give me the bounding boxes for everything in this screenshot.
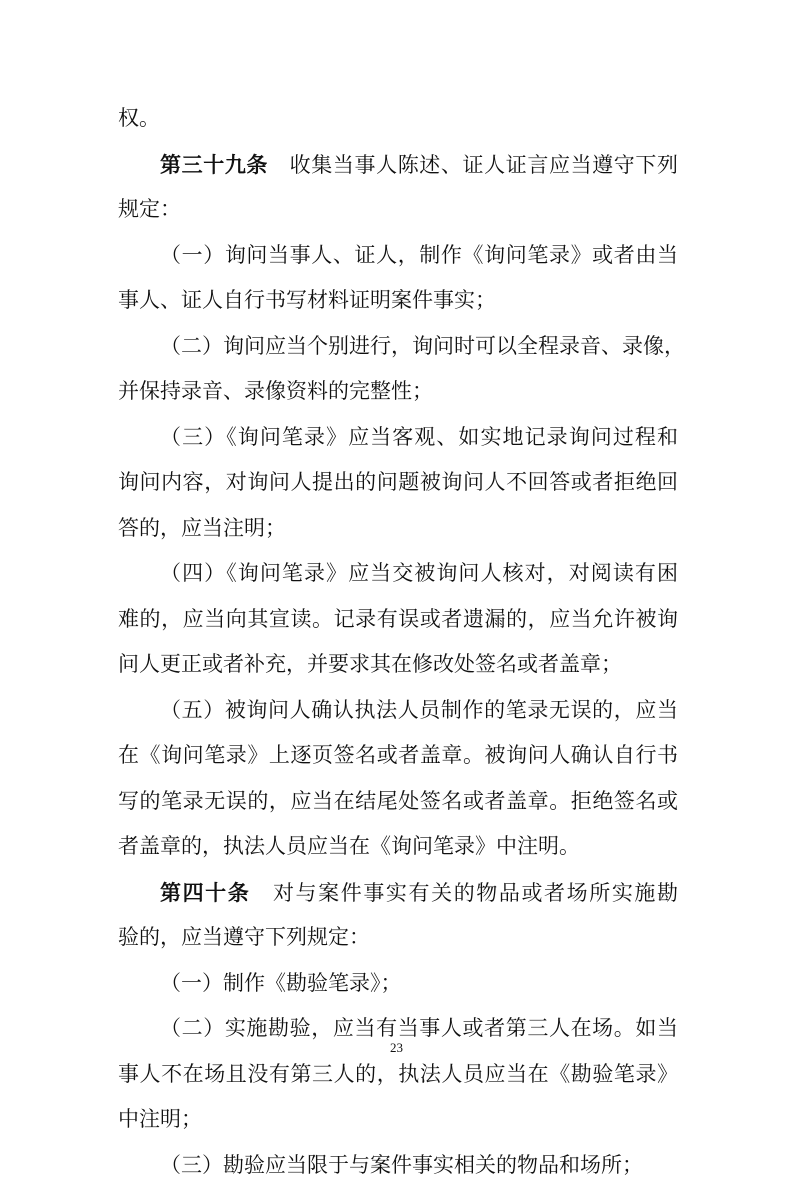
text-line: 中注明； [118, 1097, 678, 1143]
body-text [118, 96, 678, 1188]
text-line: 在《询问笔录》上逐页签名或者盖章。被询问人确认自行书 [118, 733, 678, 779]
article-39-heading-line: 第三十九条 收集当事人陈述、证人证言应当遵守下列 [118, 142, 678, 188]
text-line: （四）《询问笔录》应当交被询问人核对，对阅读有困 [118, 551, 678, 597]
text-line: 答的，应当注明； [118, 506, 678, 552]
text-line: （二）实施勘验，应当有当事人或者第三人在场。如当 [118, 1006, 678, 1052]
article-39-title: 第三十九条 [160, 152, 268, 177]
text-line: 规定： [118, 187, 678, 233]
text-line: 难的，应当向其宣读。记录有误或者遗漏的，应当允许被询 [118, 597, 678, 643]
text-line: （三）《询问笔录》应当客观、如实地记录询问过程和 [118, 415, 678, 461]
text-line: 事人、证人自行书写材料证明案件事实； [118, 278, 678, 324]
text-line: 权。 [118, 96, 678, 142]
article-40-title: 第四十条 [160, 880, 250, 905]
page-number: 23 [0, 1040, 793, 1056]
text-line: 询问内容，对询问人提出的问题被询问人不回答或者拒绝回 [118, 460, 678, 506]
text-line: （一）询问当事人、证人，制作《询问笔录》或者由当 [118, 233, 678, 279]
text-line: 并保持录音、录像资料的完整性； [118, 369, 678, 415]
text-line: 事人不在场且没有第三人的，执法人员应当在《勘验笔录》 [118, 1052, 678, 1098]
text-line: 问人更正或者补充，并要求其在修改处签名或者盖章； [118, 642, 678, 688]
text-line: （五）被询问人确认执法人员制作的笔录无误的，应当 [118, 688, 678, 734]
text-line: 验的，应当遵守下列规定： [118, 915, 678, 961]
text-line: 写的笔录无误的，应当在结尾处签名或者盖章。拒绝签名或 [118, 779, 678, 825]
text-line: （二）询问应当个别进行，询问时可以全程录音、录像， [118, 324, 678, 370]
text-line: 者盖章的，执法人员应当在《询问笔录》中注明。 [118, 824, 678, 870]
text-line: （一）制作《勘验笔录》； [118, 961, 678, 1007]
article-40-heading-line: 第四十条 对与案件事实有关的物品或者场所实施勘 [118, 870, 678, 916]
text-line: （三）勘验应当限于与案件事实相关的物品和场所； [118, 1143, 678, 1188]
